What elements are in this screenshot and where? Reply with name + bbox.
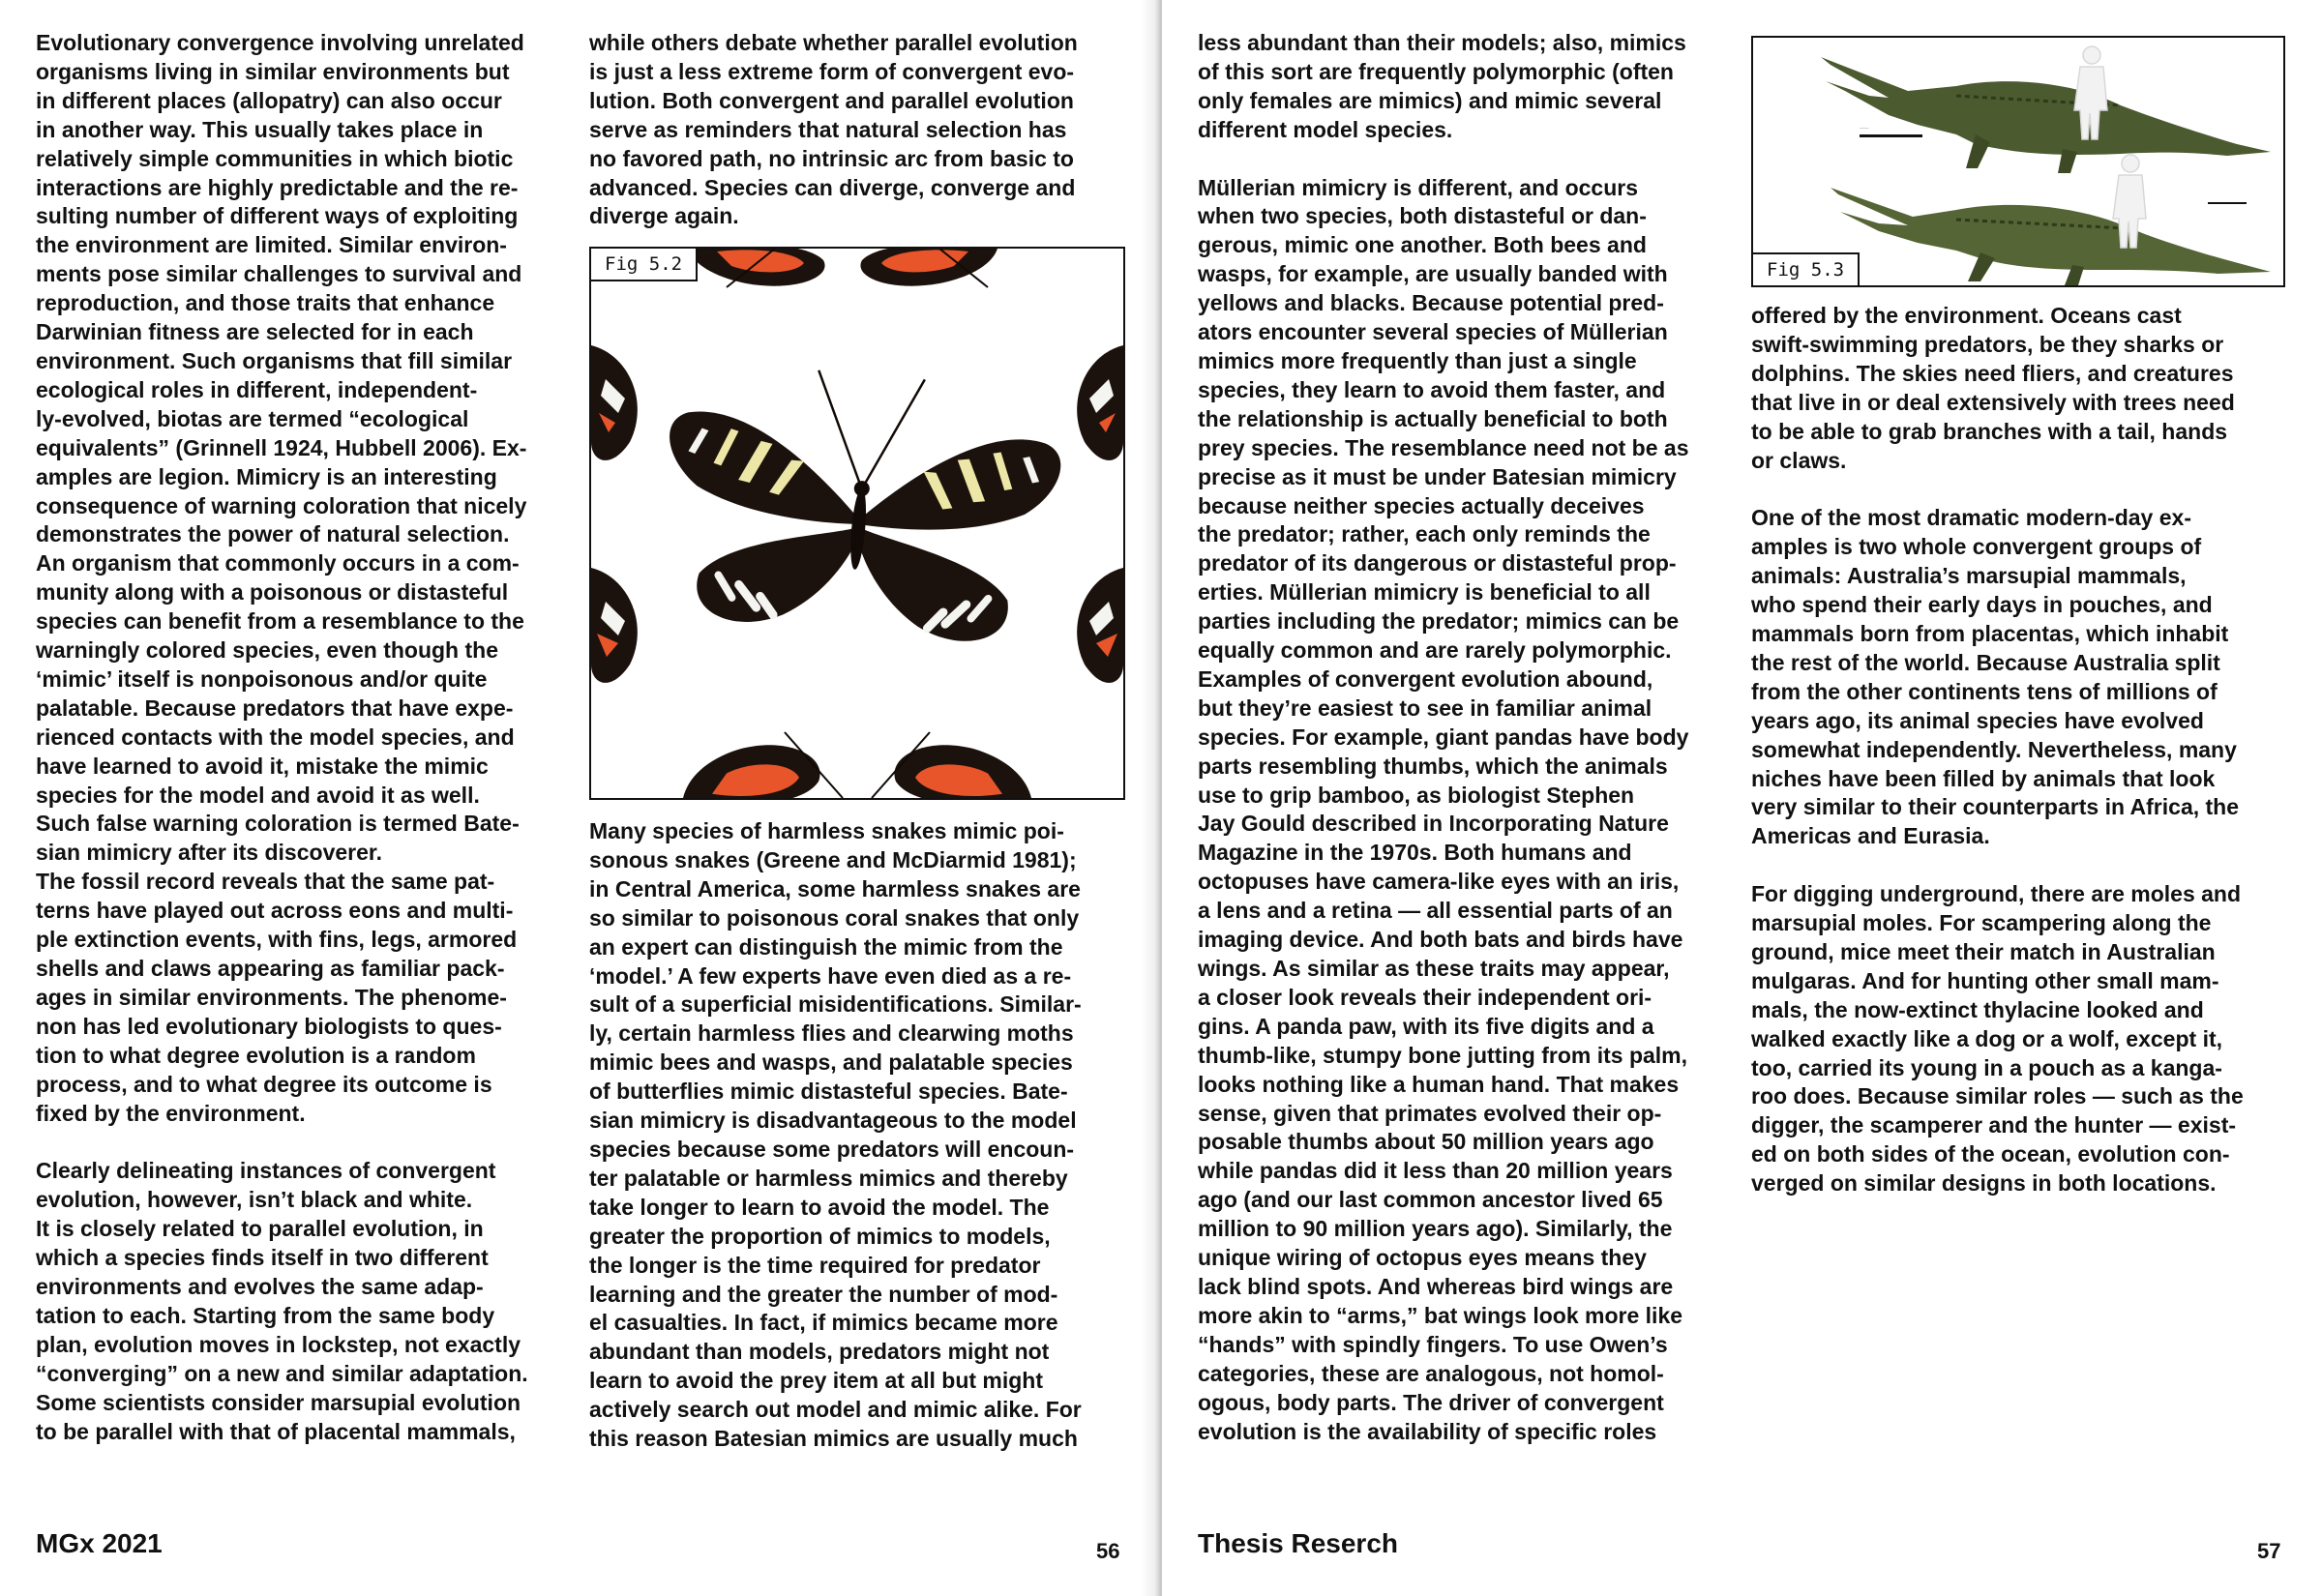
- butterfly-image: [591, 249, 1123, 798]
- crocodile-image: [1753, 38, 2283, 285]
- right-column-2: offered by the environment. Oceans cast swift-swimming predators, be they sharks or dolphins. The skies need fliers, and creatures that live in or deal extensively with trees need to be able to grab branches with a tail, hands or claws. One of the most dramatic modern-day ex- amples is two whole convergent groups of animals: Australia’s marsupial mammals, who spend their early days in pouches, and mammals born from placentas, which inhabit the rest of the world. Because Australia split from the other continents tens of millions of years ago, its animal species have evolved somewhat independently. Nevertheless, many niches have been filled by animals that look very similar to their counterparts in Africa, the Americas and Eurasia. For digging underground, there are moles and marsupial moles. For scampering along the ground, mice meet their match in Australian mulgaras. And for hunting other small mam- mals, the now-extinct thylacine looked and walked exactly like a dog or a wolf, except it, too, carried its young in a pouch as a kanga- roo does. Because similar roles — such as the digger, the scamperer and the hunter — exist- ed on both sides of the ocean, evolution con- verged on similar designs in both locations.: [1751, 303, 2244, 1197]
- left-page: [0, 0, 1160, 1596]
- page-number: 57: [2257, 1539, 2281, 1563]
- figure-label: Fig 5.3: [1751, 252, 1860, 287]
- right-page: [1162, 0, 2322, 1596]
- left-column-1: Evolutionary convergence involving unrelated organisms living in similar environments but in different places (allopatry) can also occur in another way. This usually takes place in relatively simple communities in which biotic interactions are highly predictable and the re- sulting number of different ways of exploiting the environment are limited. Similar environ- ments pose similar challenges to survival and reproduction, and those traits that enhance Darwinian fitness are selected for in each environment. Such organisms that fill similar ecological roles in different, independent- ly-evolved, biotas are termed “ecological equivalents” (Grinnell 1924, Hubbell 2006). Ex- amples are legion. Mimicry is an interesting consequence of warning coloration that nicely demonstrates the power of natural selection. An organism that commonly occurs in a com- munity along with a poisonous or distasteful species can benefit from a resemblance to the warningly colored species, even though the ‘mimic’ itself is nonpoisonous and/or quite palatable. Because predators that have expe- rienced contacts with the model species, and have learned to avoid it, mistake the mimic species for the model and avoid it as well. Such false warning coloration is termed Bate- sian mimicry after its discoverer. The fossil record reveals that the same pat- terns have played out across eons and multi- ple extinction events, with fins, legs, armored shells and claws appearing as familiar pack- ages in similar environments. The phenome- non has led evolutionary biologists to ques- tion to what degree evolution is a random process, and to what degree its outcome is fixed by the environment. Clearly delineating instances of convergent evolution, however, isn’t black and white. It is closely related to parallel evolution, in which a species finds itself in two different environments and evolves the same adap- tation to each. Starting from the same body plan, evolution moves in lockstep, not exactly “converging” on a new and similar adaptation. Some scientists consider marsupial evolution to be parallel with that of placental mammals,: [36, 30, 528, 1444]
- left-column-2-bottom: Many species of harmless snakes mimic poi- sonous snakes (Greene and McDiarmid 1981); in Central America, some harmless snakes are so similar to poisonous coral snakes that only an expert can distinguish the mimic from the ‘model.’ A few experts have even died as a re- sult of a superficial misidentifications. Similar- ly, certain harmless flies and clearwing moths mimic bees and wasps, and palatable species of butterflies mimic distasteful species. Bate- sian mimicry is disadvantageous to the model species because some predators will encoun- ter palatable or harmless mimics and thereby take longer to learn to avoid the model. The greater the proportion of mimics to models, the longer is the time required for predator learning and the greater the number of mod- el casualties. In fact, if mimics became more abundant than models, predators might not learn to avoid the prey item at all but might actively search out model and mimic alike. For this reason Batesian mimics are usually much: [589, 818, 1082, 1452]
- figure-butterflies: [589, 247, 1125, 800]
- footer-title: Thesis Reserch: [1198, 1528, 1398, 1558]
- svg-text:·····: ·····: [1860, 126, 1869, 133]
- left-column-2-top: while others debate whether parallel evolution is just a less extreme form of convergent evo- lution. Both convergent and parallel evolution serve as reminders that natural selection has no favored path, no intrinsic arc from basic to advanced. Species can diverge, converge and diverge again.: [589, 30, 1078, 229]
- footer-title: MGx 2021: [36, 1528, 163, 1558]
- figure-crocodiles: [1751, 36, 2285, 287]
- right-column-1: less abundant than their models; also, mimics of this sort are frequently polymorphic (often only females are mimics) and mimic several different model species. Müllerian mimicry is different, and occurs when two species, both distasteful or dan- gerous, mimic one another. Both bees and wasps, for example, are usually banded with yellows and blacks. Because potential pred- ators encounter several species of Müllerian mimics more frequently than just a single species, they learn to avoid them faster, and the relationship is actually beneficial to both prey species. The resemblance need not be as precise as it must be under Batesian mimicry because neither species actually deceives the predator; rather, each only reminds the predator of its dangerous or distasteful prop- erties. Müllerian mimicry is beneficial to all parties including the predator; mimics can be equally common and are rarely polymorphic. Examples of convergent evolution abound, but they’re easiest to see in familiar animal species. For example, giant pandas have body parts resembling thumbs, which the animals use to grip bamboo, as biologist Stephen Jay Gould described in Incorporating Nature Magazine in the 1970s. Both humans and octopuses have camera-like eyes with an iris, a lens and a retina — all essential parts of an imaging device. And both bats and birds have wings. As similar as these traits may appear, a closer look reveals their independent ori- gins. A panda paw, with its five digits and a thumb-like, stumpy bone jutting from its palm, looks nothing like a human hand. That makes sense, given that primates evolved their op- posable thumbs about 50 million years ago while pandas did it less than 20 million years ago (and our last common ancestor lived 65 million to 90 million years ago). Similarly, the unique wiring of octopus eyes means they lack blind spots. And whereas bird wings are more akin to “arms,” bat wings look more like “hands” with spindly fingers. To use Owen’s categories, these are analogous, not homol- ogous, body parts. The driver of convergent evolution is the availability of specific roles: [1198, 30, 1689, 1444]
- page-number: 56: [1096, 1539, 1120, 1563]
- figure-label: Fig 5.2: [589, 247, 698, 281]
